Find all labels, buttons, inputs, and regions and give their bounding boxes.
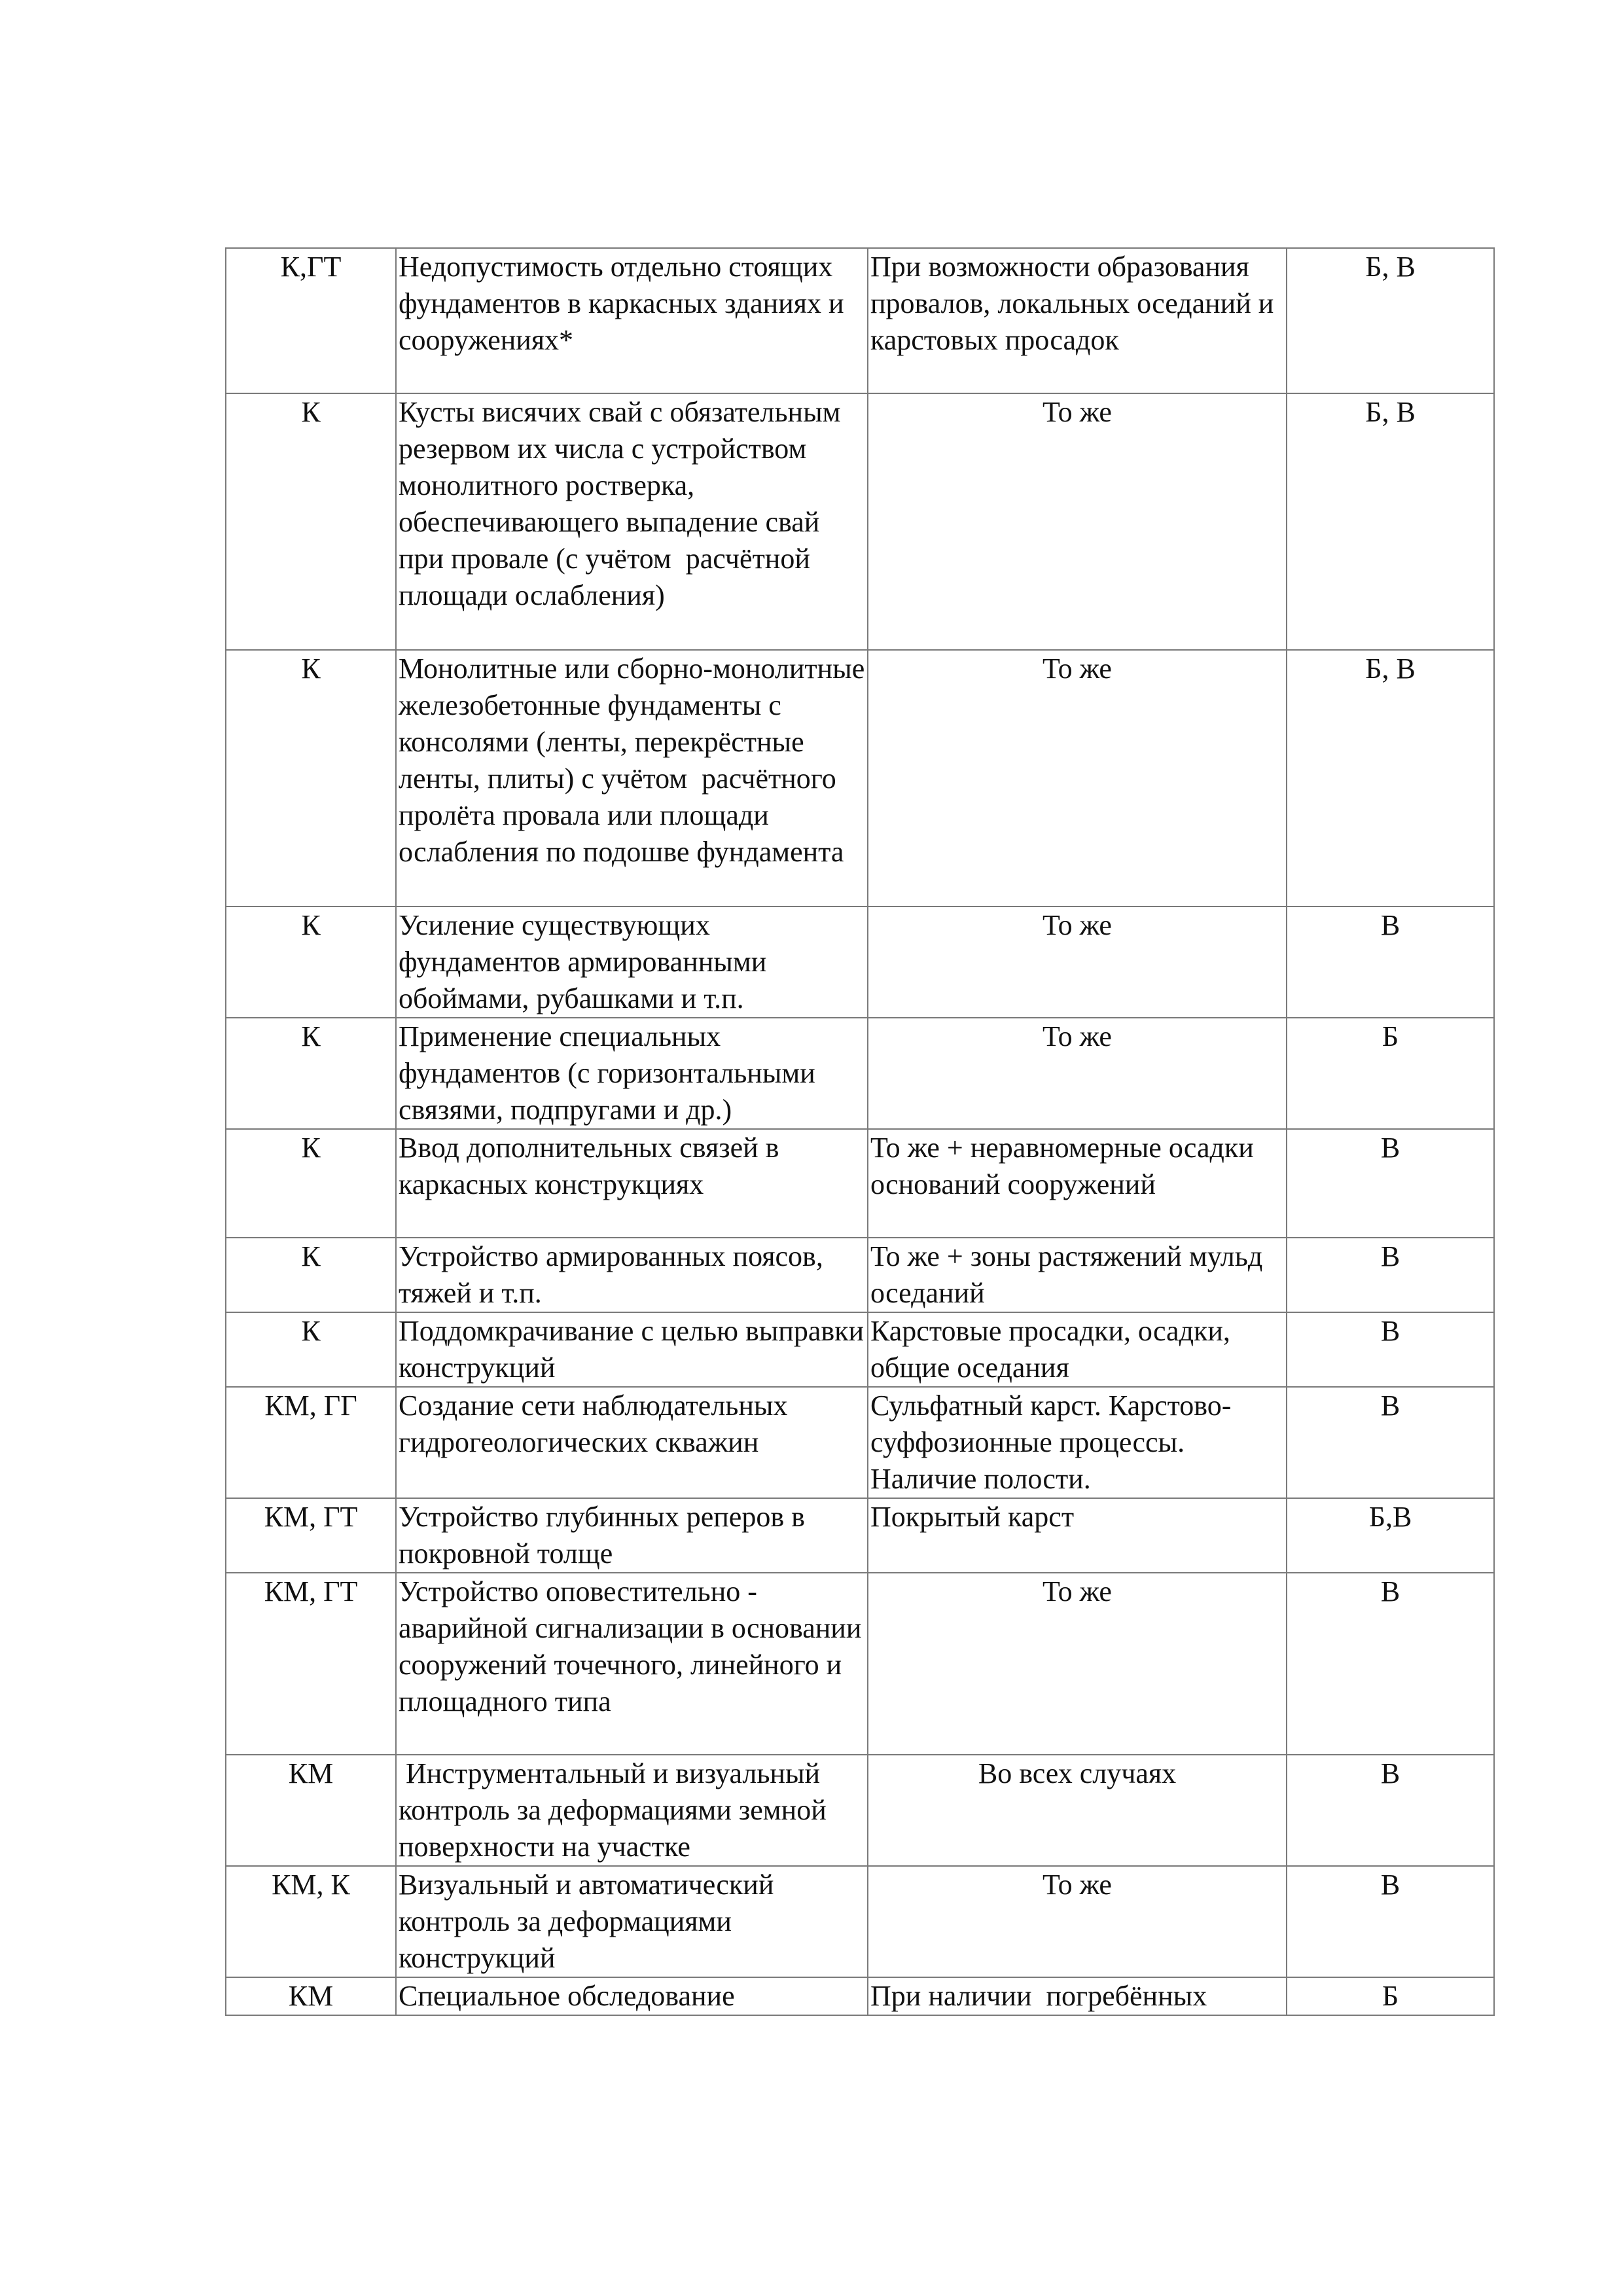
cell-measure-text: Устройство оповестительно - аварийной сигнализации в основании сооружений точечного, линейного и площадного типа	[399, 1575, 869, 1717]
cell-code-text: К	[301, 1132, 321, 1164]
measures-table	[225, 247, 1495, 2016]
cell-code-text: КМ, ГТ	[264, 1575, 358, 1607]
cell-condition	[868, 1977, 1287, 2015]
cell-condition	[868, 650, 1287, 906]
cell-category-text: В	[1380, 1240, 1400, 1272]
cell-code-text: К	[301, 1315, 321, 1347]
cell-code	[226, 248, 396, 393]
cell-category-text: Б	[1382, 1980, 1399, 2012]
cell-code-text: КМ, ГТ	[264, 1501, 358, 1533]
cell-condition	[868, 1387, 1287, 1498]
cell-condition-text: Во всех случаях	[978, 1757, 1177, 1789]
cell-code	[226, 1129, 396, 1238]
cell-measure-text: Ввод дополнительных связей в каркасных конструкциях	[399, 1132, 787, 1200]
cell-category	[1287, 1866, 1494, 1977]
cell-category	[1287, 1387, 1494, 1498]
cell-measure	[396, 1018, 868, 1129]
cell-condition-text: То же	[1043, 909, 1112, 941]
cell-condition-text: То же	[1043, 653, 1112, 685]
cell-category	[1287, 906, 1494, 1018]
cell-category-text: В	[1380, 1390, 1400, 1422]
cell-measure	[396, 393, 868, 650]
cell-category	[1287, 1498, 1494, 1573]
cell-code-text: К	[301, 1020, 321, 1052]
cell-measure	[396, 650, 872, 906]
cell-condition	[868, 1129, 1287, 1238]
cell-condition	[868, 1498, 1287, 1573]
cell-condition-text: Карстовые просадки, осадки, общие оседания	[870, 1315, 1238, 1384]
cell-category	[1287, 1573, 1494, 1755]
cell-category-text: В	[1380, 1575, 1400, 1607]
cell-measure-text: Монолитные или сборно-монолитные железобетонные фундаменты с консолями (ленты, перекрёстные ленты, плиты) с учётом расчётного пролёта провала или площади ослабления по подошве фундамента	[399, 653, 872, 868]
cell-code	[226, 1238, 396, 1312]
cell-code-text: К	[301, 1240, 321, 1272]
cell-code	[226, 650, 396, 906]
cell-code	[226, 1387, 396, 1498]
cell-condition-text: То же	[1043, 1575, 1112, 1607]
cell-category	[1287, 393, 1494, 650]
cell-condition-text: Сульфатный карст. Карстово-суффозионные процессы. Наличие полости.	[870, 1390, 1232, 1495]
cell-condition	[868, 1866, 1287, 1977]
table-row	[226, 1238, 1494, 1312]
cell-condition-text: То же	[1043, 1869, 1112, 1901]
cell-measure-text: Применение специальных фундаментов (с горизонтальными связями, подпругами и др.)	[399, 1020, 823, 1126]
cell-condition-text: Покрытый карст	[870, 1501, 1075, 1533]
table-row	[226, 1018, 1494, 1129]
cell-measure	[396, 1755, 868, 1866]
table-row	[226, 1977, 1494, 2015]
cell-condition-text: То же + зоны растяжений мульд оседаний	[870, 1240, 1270, 1309]
table-row	[226, 1755, 1494, 1866]
cell-code-text: К	[301, 653, 321, 685]
cell-category-text: В	[1380, 1132, 1400, 1164]
table-row	[226, 1866, 1494, 1977]
cell-condition-text: То же	[1043, 396, 1112, 428]
cell-category	[1287, 1129, 1494, 1238]
cell-code-text: К	[301, 909, 321, 941]
cell-condition-text: При наличии погребённых	[870, 1980, 1207, 2012]
cell-condition	[868, 248, 1287, 393]
cell-category	[1287, 1238, 1494, 1312]
cell-measure	[396, 906, 868, 1018]
cell-category-text: Б, В	[1365, 396, 1416, 428]
cell-category-text: В	[1380, 909, 1400, 941]
table-row	[226, 650, 1494, 906]
cell-code	[226, 1755, 396, 1866]
cell-code	[226, 1018, 396, 1129]
cell-measure	[396, 1573, 868, 1755]
cell-code	[226, 906, 396, 1018]
cell-category-text: Б, В	[1365, 653, 1416, 685]
cell-code	[226, 1866, 396, 1977]
cell-condition	[868, 1755, 1287, 1866]
cell-condition	[868, 1573, 1287, 1755]
cell-measure-text: Специальное обследование	[399, 1980, 735, 2012]
cell-measure	[396, 1129, 868, 1238]
cell-code-text: К	[301, 396, 321, 428]
cell-category-text: В	[1380, 1757, 1400, 1789]
cell-measure	[396, 1866, 868, 1977]
cell-condition-text: То же + неравномерные осадки оснований сооружений	[870, 1132, 1261, 1200]
cell-measure-text: Визуальный и автоматический контроль за деформациями конструкций	[399, 1869, 781, 1974]
cell-condition	[868, 1238, 1287, 1312]
cell-condition	[868, 1312, 1287, 1387]
cell-code-text: КМ	[288, 1757, 334, 1789]
cell-condition	[868, 1018, 1287, 1129]
table-row	[226, 906, 1494, 1018]
cell-condition-text: При возможности образования провалов, локальных оседаний и карстовых просадок	[870, 251, 1281, 356]
cell-measure-text: Устройство армированных поясов, тяжей и т.п.	[399, 1240, 830, 1309]
table-row	[226, 248, 1494, 393]
cell-measure-text: Устройство глубинных реперов в покровной толще	[399, 1501, 812, 1570]
cell-condition-text: То же	[1043, 1020, 1112, 1052]
cell-category	[1287, 650, 1494, 906]
cell-code-text: КМ, ГГ	[264, 1390, 357, 1422]
table-row	[226, 1387, 1494, 1498]
cell-category-text: Б,В	[1368, 1501, 1412, 1533]
cell-category	[1287, 1312, 1494, 1387]
cell-measure	[396, 1238, 868, 1312]
table-row	[226, 1498, 1494, 1573]
cell-category-text: В	[1380, 1315, 1400, 1347]
cell-measure-text: Инструментальный и визуальный контроль за деформациями земной поверхности на участке	[399, 1757, 834, 1863]
cell-measure	[396, 1387, 868, 1498]
cell-code-text: КМ, К	[272, 1869, 350, 1901]
cell-category-text: Б, В	[1365, 251, 1416, 283]
cell-measure	[396, 1498, 868, 1573]
cell-measure-text: Поддомкрачивание с целью выправки конструкций	[399, 1315, 872, 1384]
cell-category-text: В	[1380, 1869, 1400, 1901]
cell-category	[1287, 1755, 1494, 1866]
cell-category-text: Б	[1382, 1020, 1399, 1052]
table-row	[226, 1573, 1494, 1755]
cell-category	[1287, 248, 1494, 393]
cell-measure	[396, 1977, 868, 2015]
cell-code-text: КМ	[288, 1980, 334, 2012]
cell-measure-text: Кусты висячих свай с обязательным резервом их числа с устройством монолитного ростверка, обеспечивающего выпадение свай при провале (с учётом расчётной площади ослабления)	[399, 396, 848, 611]
cell-measure-text: Усиление существующих фундаментов армированными обоймами, рубашками и т.п.	[399, 909, 774, 1014]
cell-condition	[868, 906, 1287, 1018]
cell-condition	[868, 393, 1287, 650]
table-body	[226, 248, 1494, 2015]
cell-category	[1287, 1977, 1494, 2015]
cell-code	[226, 1573, 396, 1755]
cell-measure	[396, 1312, 872, 1387]
cell-code	[226, 393, 396, 650]
cell-code	[226, 1977, 396, 2015]
table-row	[226, 1312, 1494, 1387]
table-row	[226, 393, 1494, 650]
table-row	[226, 1129, 1494, 1238]
cell-code	[226, 1498, 396, 1573]
cell-code-text: К,ГТ	[280, 251, 342, 283]
cell-category	[1287, 1018, 1494, 1129]
cell-code	[226, 1312, 396, 1387]
cell-measure-text: Создание сети наблюдательных гидрогеологических скважин	[399, 1390, 795, 1458]
cell-measure	[396, 248, 868, 393]
cell-measure-text: Недопустимость отдельно стоящих фундаментов в каркасных зданиях и сооружениях*	[399, 251, 851, 356]
